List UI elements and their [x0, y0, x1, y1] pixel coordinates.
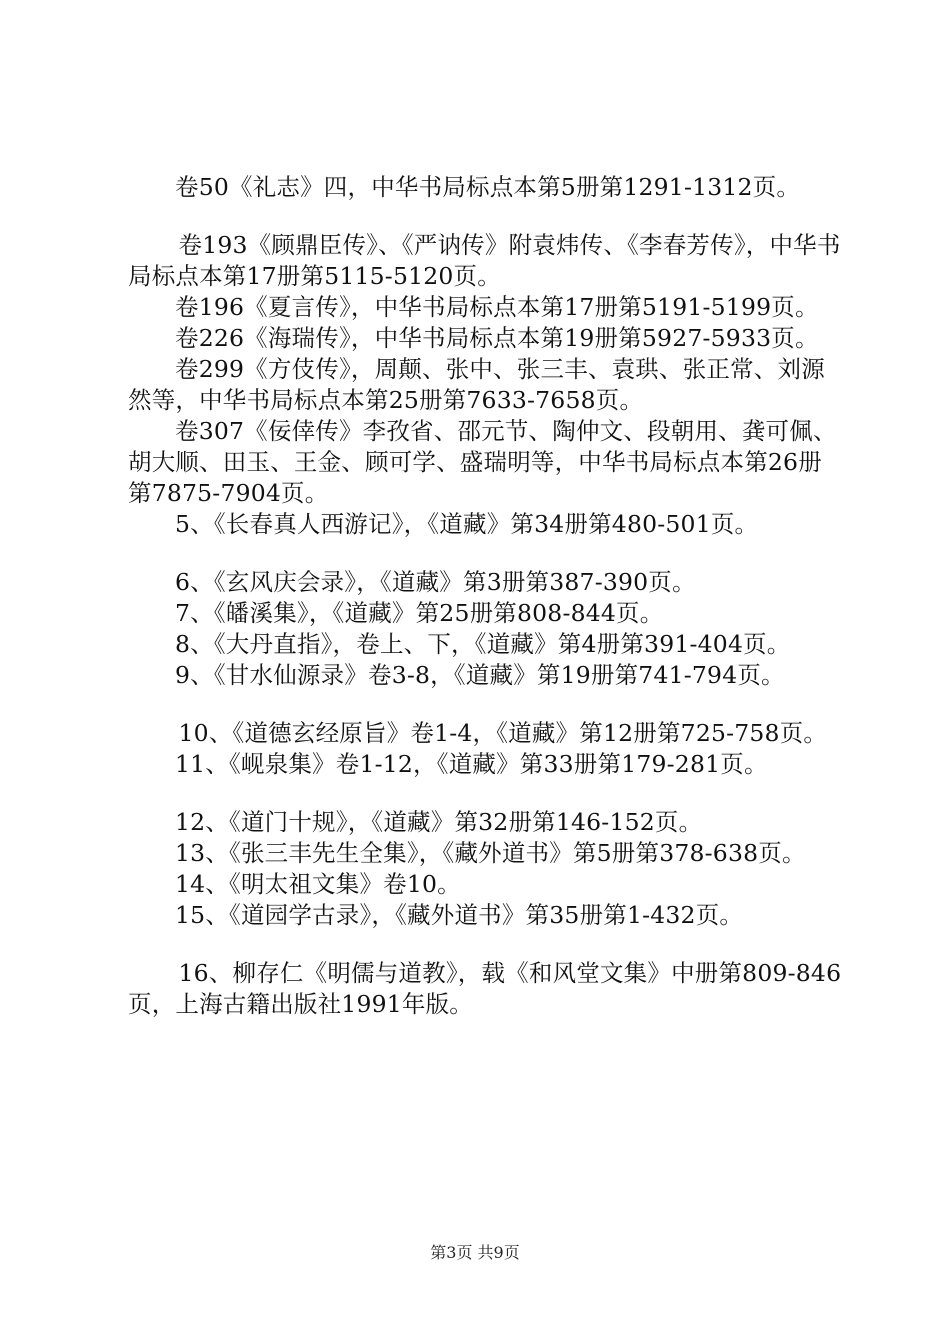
reference-paragraph-1: 卷50《礼志》四，中华书局标点本第5册第1291-1312页。 — [175, 173, 801, 201]
reference-paragraph-9: 7、《皤溪集》，《道藏》第25册第808-844页。 — [175, 599, 664, 627]
reference-paragraph-8: 6、《玄风庆会录》，《道藏》第3册第387-390页。 — [175, 568, 696, 596]
reference-paragraph-7: 5、《长春真人西游记》，《道藏》第34册第480-501页。 — [175, 510, 759, 538]
page-footer: 第3页 共9页 — [430, 1243, 520, 1262]
reference-paragraph-4: 卷226《海瑞传》，中华书局标点本第19册第5927-5933页。 — [175, 324, 819, 352]
reference-paragraph-11: 9、《甘水仙源录》卷3-8，《道藏》第19册第741-794页。 — [175, 661, 785, 689]
reference-paragraph-17: 15、《道园学古录》，《藏外道书》第35册第1-432页。 — [175, 901, 744, 929]
reference-paragraph-12: 10、《道德玄经原旨》卷1-4，《道藏》第12册第725-758页。 — [178, 719, 828, 747]
reference-paragraph-2: 卷193《顾鼎臣传》、《严讷传》附袁炜传、《李春芳传》，中华书局标点本第17册第5115-5120页。 — [128, 231, 841, 290]
reference-paragraph-15: 13、《张三丰先生全集》，《藏外道书》第5册第378-638页。 — [175, 839, 806, 867]
reference-list — [128, 172, 844, 1020]
reference-paragraph-18: 16、柳存仁《明儒与道教》，载《和风堂文集》中册第809-846页，上海古籍出版社1991年版。 — [128, 959, 842, 1018]
reference-paragraph-6: 卷307《佞倖传》李孜省、邵元节、陶仲文、段朝用、龚可佩、胡大顺、田玉、王金、顾可学、盛瑞明等，中华书局标点本第26册第7875-7904页。 — [128, 417, 837, 507]
reference-paragraph-13: 11、《岘泉集》卷1-12，《道藏》第33册第179-281页。 — [175, 750, 768, 778]
reference-paragraph-16: 14、《明太祖文集》卷10。 — [175, 870, 461, 898]
reference-paragraph-5: 卷299《方伎传》，周颠、张中、张三丰、袁珙、张正常、刘源然等，中华书局标点本第25册第7633-7658页。 — [128, 355, 825, 414]
reference-paragraph-14: 12、《道门十规》，《道藏》第32册第146-152页。 — [175, 808, 703, 836]
reference-paragraph-3: 卷196《夏言传》，中华书局标点本第17册第5191-5199页。 — [175, 293, 819, 321]
reference-paragraph-10: 8、《大丹直指》，卷上、下，《道藏》第4册第391-404页。 — [175, 630, 791, 658]
